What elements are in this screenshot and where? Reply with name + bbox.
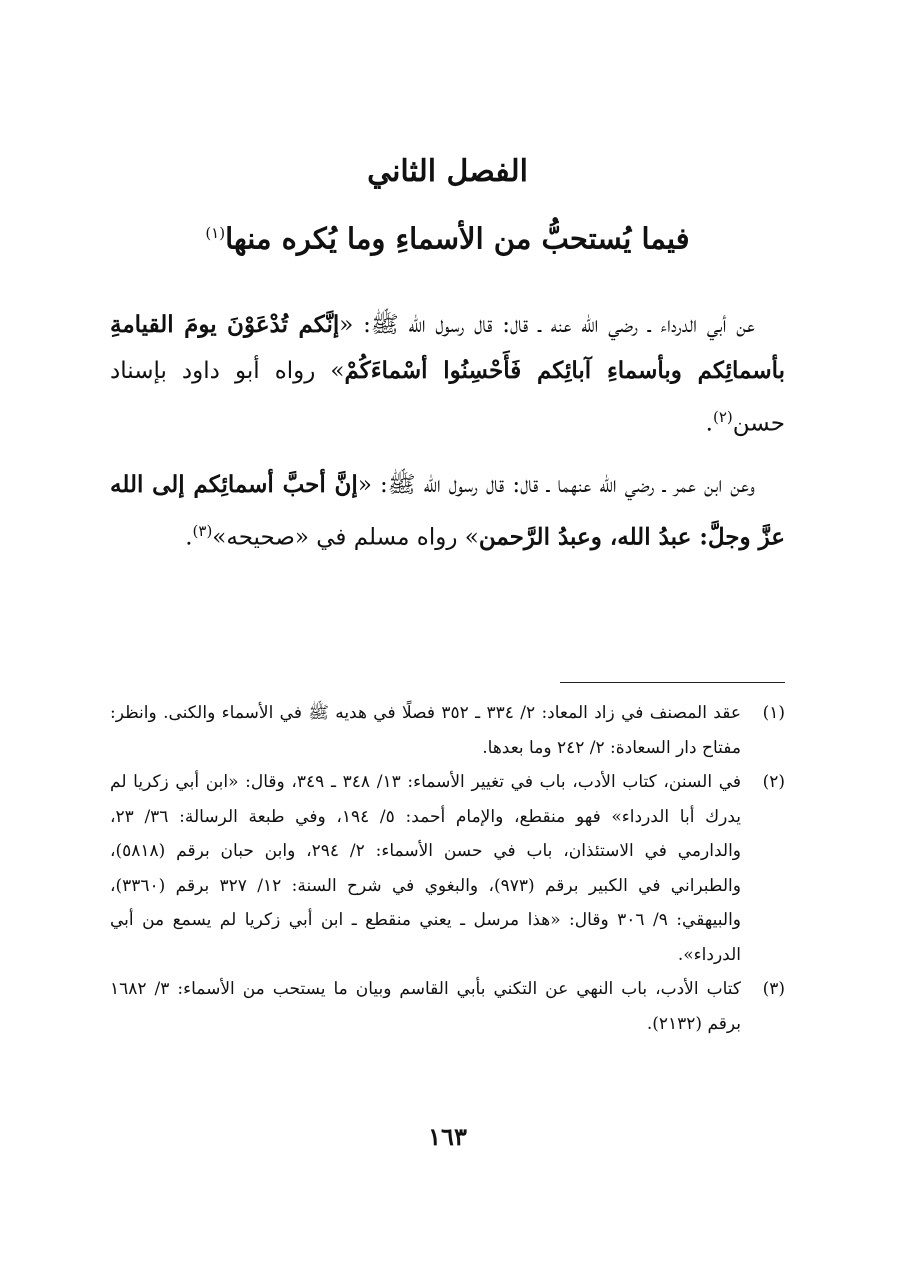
- footnote: [110, 696, 785, 765]
- footnote-number: (١): [762, 703, 785, 723]
- footnote-divider: [560, 682, 785, 683]
- footnote-number: (٢): [762, 772, 785, 792]
- footnote: [110, 972, 785, 1041]
- footnote-text: كتاب الأدب، باب النهي عن التكني بأبي القاسم وبيان ما يستحب من الأسماء: ٣/ ١٦٨٢ برقم (٢١٣٢).: [110, 979, 741, 1034]
- footnote-ref: (١): [205, 224, 226, 242]
- hadith-intro: وعن ابن عمر ـ رضي الله عنهما ـ قال: قال رسول الله ﷺ: «: [357, 472, 755, 498]
- footnote-number: (٣): [762, 979, 785, 999]
- footnote-ref: (٣): [192, 522, 213, 540]
- page-number: ١٦٣: [428, 1122, 467, 1151]
- chapter-title: الفصل الثاني: [367, 154, 528, 189]
- hadith-source: » رواه مسلم في «صحيحه»: [212, 524, 479, 551]
- footnote-text: في السنن، كتاب الأدب، باب في تغيير الأسماء: ١٣/ ٣٤٨ ـ ٣٤٩، وقال: «ابن أبي زكريا لم يدرك أبا الدرداء» فهو منقطع، والإمام أحمد: ٥/ ١٩٤، وفي طبعة الرسالة: ٣٦/ ٢٣، والدارمي في الاستئذان، باب في حسن الأسماء: ٢/ ٢٩٤، وابن حبان برقم (٥٨١٨)، والطبراني في الكبير برقم (٩٧٣)، والبغوي في شرح السنة: ١٢/ ٣٢٧ برقم (٣٣٦٠)، والبيهقي: ٩/ ٣٠٦ وقال: «هذا مرسل ـ يعني منقطع ـ ابن أبي زكريا لم يسمع من أبي الدرداء».: [110, 772, 742, 965]
- hadith-end: .: [185, 524, 193, 551]
- footnotes: [110, 696, 785, 1041]
- footnote-text: عقد المصنف في زاد المعاد: ٢/ ٣٣٤ ـ ٣٥٢ فصلًا في هديه ﷺ في الأسماء والكنى. وانظر: مفتاح دار السعادة: ٢/ ٢٤٢ وما بعدها.: [110, 703, 741, 758]
- chapter-subtitle: [110, 210, 785, 262]
- footnote-ref: (٢): [712, 408, 733, 426]
- hadith-paragraph: [110, 302, 785, 447]
- hadith-end: .: [705, 410, 713, 437]
- hadith-source: » رواه أبو داود بإسناد حسن: [110, 358, 785, 437]
- book-page: [110, 0, 785, 1271]
- hadith-quote: إنَّكم تُدْعَوْنَ يومَ القيامةِ بأسمائِكم وبأسماءِ آبائِكم فَأَحْسِنُوا أسْماءَكُمْ: [110, 311, 785, 384]
- hadith-quote: إنَّ أحبَّ أسمائِكم إلى الله عزَّ وجلَّ: عبدُ الله، وعبدُ الرَّحمن: [110, 471, 785, 551]
- footnote: [110, 765, 785, 972]
- chapter-subtitle-text: فيما يُستحبُّ من الأسماءِ وما يُكره منها: [225, 221, 690, 256]
- hadith-paragraph: [110, 462, 785, 561]
- hadith-intro: عن أبي الدرداء ـ رضي الله عنه ـ قال: قال رسول الله ﷺ: «: [339, 312, 755, 338]
